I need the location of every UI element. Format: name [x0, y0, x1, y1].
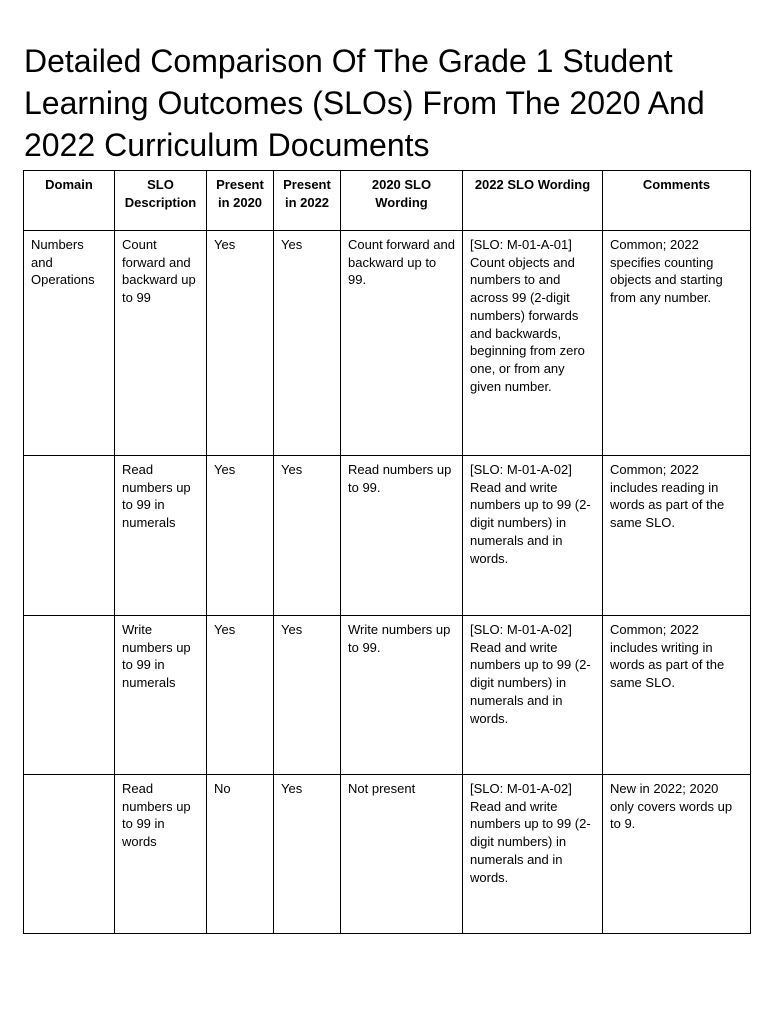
header-domain: Domain — [24, 171, 115, 231]
header-slo-description: SLO Description — [115, 171, 207, 231]
cell-present-2020: Yes — [207, 616, 274, 775]
page-title: Detailed Comparison Of The Grade 1 Student Learning Outcomes (SLOs) From The 2020 And 2022 Curriculum Documents — [24, 43, 705, 163]
cell-2022-wording: [SLO: M-01-A-01] Count objects and numbers to and across 99 (2-digit numbers) forwards and backwards, beginning from zero one, or from any given number. — [463, 231, 603, 456]
table-header-row — [24, 171, 751, 231]
header-present-2020: Present in 2020 — [207, 171, 274, 231]
cell-domain: Numbers and Operations — [24, 231, 115, 456]
cell-present-2020: No — [207, 775, 274, 934]
cell-slo-description: Write numbers up to 99 in numerals — [115, 616, 207, 775]
cell-comments: Common; 2022 includes writing in words as part of the same SLO. — [603, 616, 751, 775]
header-2022-wording: 2022 SLO Wording — [463, 171, 603, 231]
table-row — [24, 775, 751, 934]
cell-domain — [24, 456, 115, 616]
cell-present-2020: Yes — [207, 231, 274, 456]
comparison-table — [23, 170, 751, 934]
cell-slo-description: Read numbers up to 99 in numerals — [115, 456, 207, 616]
cell-domain — [24, 775, 115, 934]
cell-comments: Common; 2022 specifies counting objects and starting from any number. — [603, 231, 751, 456]
cell-2022-wording: [SLO: M-01-A-02] Read and write numbers up to 99 (2-digit numbers) in numerals and in words. — [463, 775, 603, 934]
table-row — [24, 616, 751, 775]
cell-present-2022: Yes — [274, 775, 341, 934]
header-2020-wording: 2020 SLO Wording — [341, 171, 463, 231]
cell-comments: New in 2022; 2020 only covers words up to 9. — [603, 775, 751, 934]
header-comments: Comments — [603, 171, 751, 231]
header-present-2022: Present in 2022 — [274, 171, 341, 231]
cell-present-2020: Yes — [207, 456, 274, 616]
cell-present-2022: Yes — [274, 616, 341, 775]
cell-domain — [24, 616, 115, 775]
table-row — [24, 231, 751, 456]
cell-2020-wording: Not present — [341, 775, 463, 934]
cell-present-2022: Yes — [274, 456, 341, 616]
cell-2022-wording: [SLO: M-01-A-02] Read and write numbers up to 99 (2-digit numbers) in numerals and in words. — [463, 456, 603, 616]
cell-comments: Common; 2022 includes reading in words as part of the same SLO. — [603, 456, 751, 616]
table-row — [24, 456, 751, 616]
cell-slo-description: Count forward and backward up to 99 — [115, 231, 207, 456]
cell-slo-description: Read numbers up to 99 in words — [115, 775, 207, 934]
cell-2022-wording: [SLO: M-01-A-02] Read and write numbers up to 99 (2-digit numbers) in numerals and in words. — [463, 616, 603, 775]
cell-2020-wording: Read numbers up to 99. — [341, 456, 463, 616]
cell-2020-wording: Write numbers up to 99. — [341, 616, 463, 775]
cell-present-2022: Yes — [274, 231, 341, 456]
cell-2020-wording: Count forward and backward up to 99. — [341, 231, 463, 456]
